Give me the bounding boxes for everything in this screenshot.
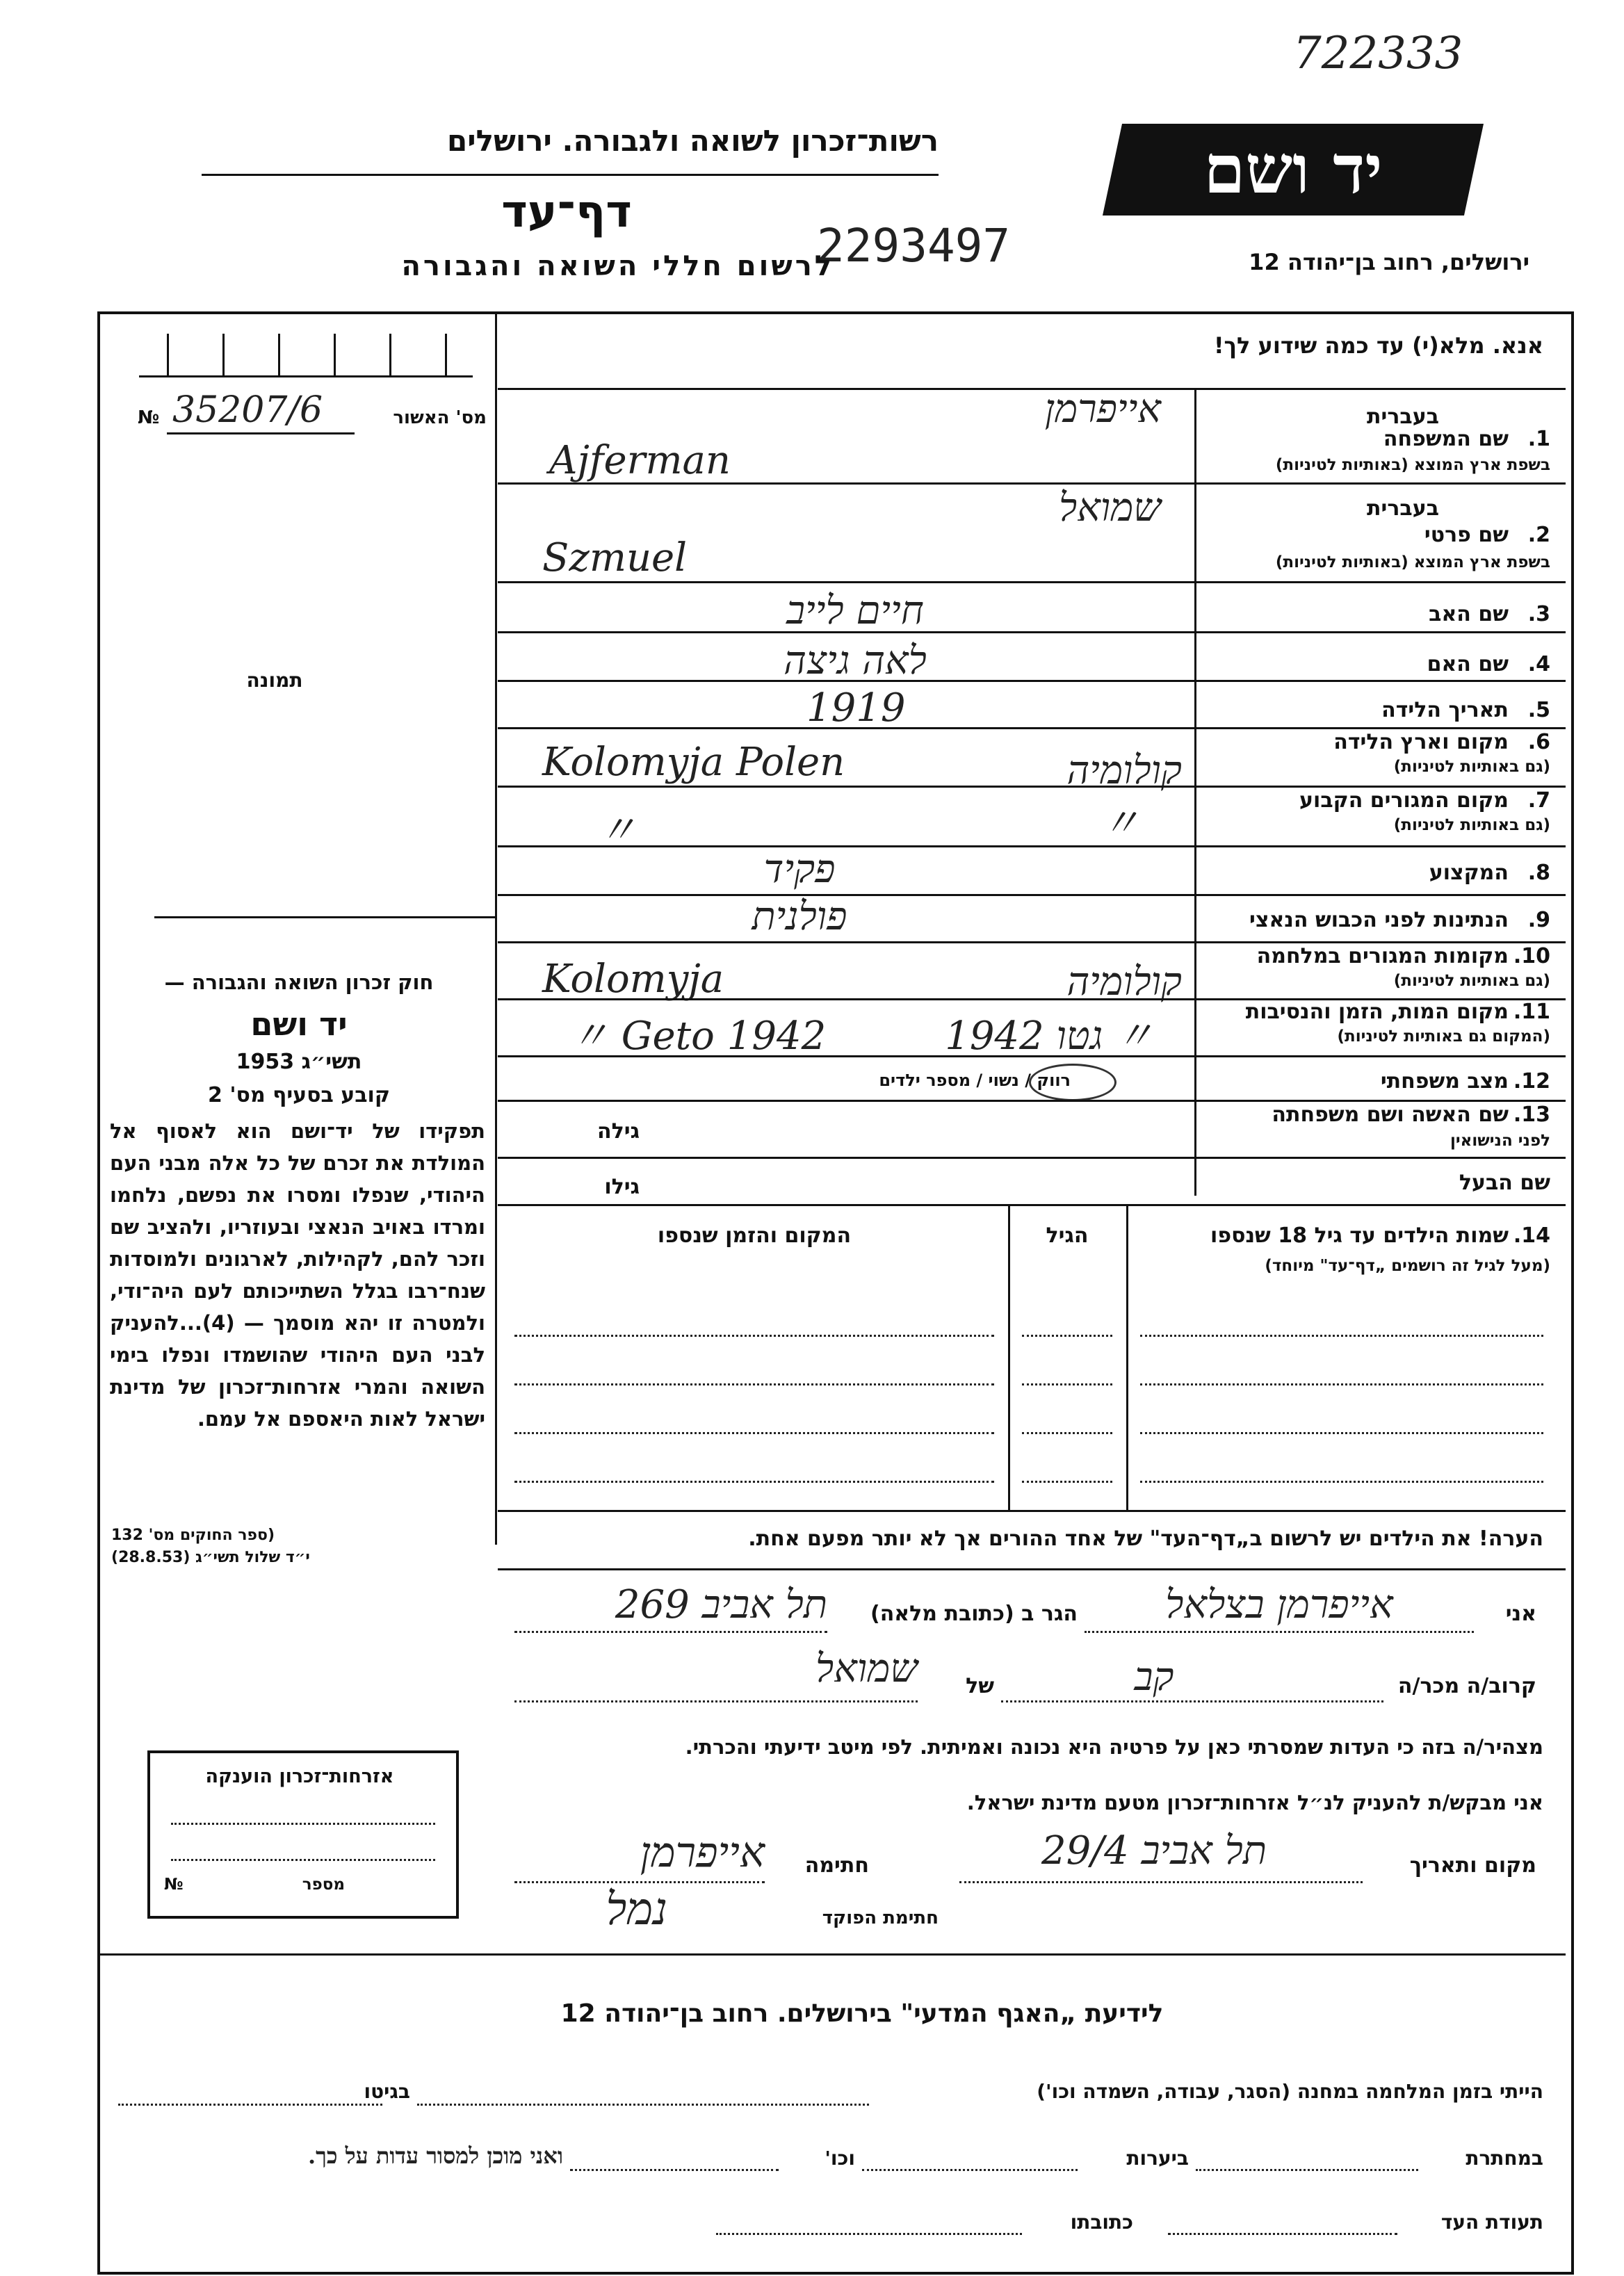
decl-statement: מצהיר/ה בזה כי העדות שמסרתי כאן על פרטיה היא נכונה ואמיתית. לפי מיטב ידיעתי והכרתי.	[685, 1735, 1543, 1759]
field-5-value: 1919	[806, 685, 906, 731]
field-2-hebrew-value: שמואל	[1059, 485, 1161, 530]
bottom-line2d: ואני מוכן למסור עדות על כך.	[307, 2143, 563, 2169]
bottom-line3b: כתובתו	[1070, 2211, 1133, 2234]
decl-request: אני מבקש/ת להעניק לנ״ל אזרחות־זכרון מטעם מדינת ישראל.	[966, 1791, 1543, 1814]
field-13-number: 13.	[1513, 1103, 1550, 1127]
citizenship-number-label: מספר	[302, 1876, 345, 1894]
field-11-hebrew-value: 〃 גטו 1942	[945, 1014, 1154, 1059]
approval-no-label: №	[138, 407, 160, 428]
decl-i-label: אני	[1505, 1602, 1536, 1626]
field-4-number: 4.	[1527, 652, 1550, 676]
note: הערה! את הילדים יש לרשום ב„דף־העד" של אחד ההורים אך לא יותר מפעם אחת.	[748, 1527, 1543, 1551]
field-11-label: מקום המות, הזמן והנסיבות	[1245, 1000, 1509, 1024]
decl-relation-label: קרוב/ה מכר/ה	[1397, 1674, 1536, 1698]
field-1-lang: בעברית	[1367, 405, 1439, 429]
bottom-line3a: תעודת העד	[1440, 2211, 1543, 2234]
bottom-line2a: במחתרת	[1465, 2147, 1543, 2170]
law-year: תשי״ג 1953	[236, 1050, 362, 1074]
form-subtitle: לרשום חללי השואה והגבורה	[401, 250, 834, 282]
field-10-hebrew-value: קולומיה	[1066, 959, 1182, 1005]
decl-signature-value: אייפרמן	[640, 1828, 765, 1877]
decl-i-value: אייפרמן בצלאל	[1165, 1582, 1393, 1627]
field-10-sub: (גם באותיות לטיניות)	[1393, 972, 1550, 990]
bottom-line2c: וכו'	[825, 2147, 855, 2170]
field-7-label: מקום המגורים הקבוע	[1299, 788, 1509, 813]
form-title: דף־עד	[501, 186, 632, 238]
citizenship-box	[147, 1750, 459, 1919]
field-6-label: מקום וארץ הלידה	[1333, 730, 1509, 754]
children-number: 14.	[1513, 1224, 1550, 1248]
field-8-number: 8.	[1527, 861, 1550, 885]
field-12-number: 12.	[1513, 1069, 1550, 1094]
children-label: שמות הילדים עד גיל 18 שנספו	[1210, 1224, 1509, 1248]
field-2-number: 2.	[1527, 523, 1550, 547]
approval-label: מס' האשור	[393, 407, 487, 428]
decl-address-value: תל אביב 269	[615, 1582, 827, 1627]
field-4-label: שם האם	[1427, 652, 1509, 676]
decl-lives-label: הגר ב (כתובת מלאה)	[870, 1602, 1078, 1626]
archive-number: 722333	[1293, 28, 1463, 79]
field-6-sub: (גם באותיות לטיניות)	[1393, 758, 1550, 776]
instructions: אנא. מלא(י) עד כמה שידוע לך!	[1213, 332, 1543, 359]
field-9-number: 9.	[1527, 908, 1550, 932]
bottom-heading: לידיעת „האגף המדעי" בירושלים. רחוב בן־יהודה 12	[560, 1999, 1164, 2028]
citizenship-no-label: №	[164, 1876, 184, 1894]
field-12-options: רווק / נשוי / מספר ילדים	[879, 1071, 1071, 1090]
decl-of-value: שמואל	[815, 1646, 918, 1691]
field-11-number: 11.	[1513, 1000, 1550, 1024]
law-section: קובע בסעיף מס' 2	[208, 1083, 390, 1107]
field-5-label: תאריך הלידה	[1381, 698, 1509, 722]
field-13-age-label: גילה	[597, 1119, 640, 1144]
law-ref-1: (ספר החוקים מס' 132	[111, 1527, 275, 1544]
field-2-sub: בשפת ארץ המוצא (באותיות לטיניות)	[1275, 553, 1550, 571]
field-9-value: פולנית	[752, 894, 847, 939]
field-4-value: לאה גיצה	[783, 638, 927, 683]
yad-vashem-logo: יד ושם	[1103, 124, 1484, 216]
field-7-latin-value: 〃	[598, 808, 637, 853]
field-7-number: 7.	[1527, 788, 1550, 813]
field-1-number: 1.	[1527, 427, 1550, 451]
approval-number: 35207/6	[172, 389, 323, 431]
decl-relation-value: קב	[1134, 1655, 1174, 1700]
decl-place-date-value: תל אביב 29/4	[1041, 1828, 1267, 1873]
children-sub: (מעל לגיל זה רושמים „דף־עד" מיוחד)	[1265, 1257, 1550, 1275]
bottom-line1a: הייתי בזמן המלחמה במחנה (הסגר, עבודה, השמדה וכו')	[1037, 2080, 1543, 2103]
field-2-latin-value: Szmuel	[542, 535, 688, 580]
law-title: חוק זכרון השואה והגבורה —	[164, 970, 434, 994]
tick-marks	[139, 334, 473, 377]
field-8-value: פקיד	[763, 847, 836, 892]
field-6-number: 6.	[1527, 730, 1550, 754]
field-5-number: 5.	[1527, 698, 1550, 722]
photo-label: תמונה	[246, 669, 303, 692]
field-13-sub: לפני הנישואין	[1450, 1132, 1550, 1150]
field-9-label: הנתינות לפני הכבוש הנאצי	[1249, 908, 1509, 932]
field-10-latin-value: Kolomyja	[542, 957, 724, 1002]
decl-officer-label: חתימת הפוקד	[822, 1908, 939, 1928]
field-3-number: 3.	[1527, 602, 1550, 626]
husband-label: שם הבעל	[1459, 1171, 1550, 1195]
decl-place-date-label: מקום ותאריך	[1409, 1853, 1536, 1878]
bottom-line1b: בגיטו	[364, 2080, 410, 2103]
field-2-lang: בעברית	[1367, 496, 1439, 521]
field-1-hebrew-value: אייפרמן	[1044, 387, 1161, 432]
husband-age-label: גילו	[604, 1175, 640, 1199]
field-12-marked-oval	[1029, 1064, 1116, 1101]
decl-signature-label: חתימה	[804, 1853, 869, 1878]
field-8-label: המקצוע	[1429, 861, 1509, 885]
field-10-number: 10.	[1513, 944, 1550, 968]
field-12-label: מצב משפחתי	[1380, 1069, 1509, 1094]
field-2-label: שם פרטי	[1424, 523, 1509, 547]
field-6-hebrew-value: קולומיה	[1066, 748, 1182, 793]
address: ירושלים, רחוב בן־יהודה 12	[1249, 249, 1529, 275]
law-ref-2: י״ד שלול תשי״ג (28.8.53)	[111, 1549, 310, 1566]
field-7-sub: (גם באותיות לטיניות)	[1393, 816, 1550, 834]
field-13-label: שם האשה ושם משפחתה	[1272, 1103, 1509, 1127]
law-text: תפקידו של יד־ושם הוא לאסוף אל המולדת את זכרם של כל אלה מבני העם היהודי, שנפלו ומסרו את נפשם, נלחמו ומרדו באויב הנאצי ובעוזריו, ולהציב שם וזכר להם, לקהילות, לארגונים ולמוסדות שנח־רבו בגלל השתייכותם לעם היה־ודי, ולמטרה זו יהא מוסמך — (4)...להעניק לבני העם היהודי שהושמדו ונפלו בימי השואה והמרי אזרחות־זכרון של מדינת ישראל לאות היאספם אל עמם.	[110, 1119, 485, 1431]
field-3-value: חיים לייב	[786, 588, 924, 633]
children-place-header: המקום והזמן שנספו	[657, 1224, 852, 1248]
field-1-label: שם המשפחה	[1383, 427, 1509, 451]
field-6-latin-value: Kolomyja Polen	[542, 740, 845, 785]
field-11-latin-value: 〃 Geto 1942	[570, 1014, 827, 1059]
field-11-sub: (המקום גם באותיות לטיניות)	[1337, 1027, 1550, 1046]
decl-officer-value: נמל	[606, 1884, 667, 1935]
bottom-line2b: ביערות	[1126, 2147, 1189, 2170]
field-10-label: מקומות המגורים במלחמה	[1256, 944, 1509, 968]
decl-of-label: של	[966, 1674, 994, 1698]
authority-name: רשות־זכרון לשואה ולגבורה. ירושלים	[446, 124, 939, 158]
children-age-header: הגיל	[1046, 1224, 1089, 1248]
citizenship-box-title: אזרחות־זכרון הוענקה	[205, 1766, 394, 1787]
field-1-sub: בשפת ארץ המוצא (באותיות לטיניות)	[1275, 456, 1550, 474]
field-7-hebrew-value: 〃	[1101, 801, 1140, 846]
serial-number: 2293497	[817, 219, 1011, 273]
field-3-label: שם האב	[1429, 602, 1509, 626]
law-name: יד ושם	[250, 1005, 348, 1043]
field-1-latin-value: Ajferman	[549, 438, 731, 483]
